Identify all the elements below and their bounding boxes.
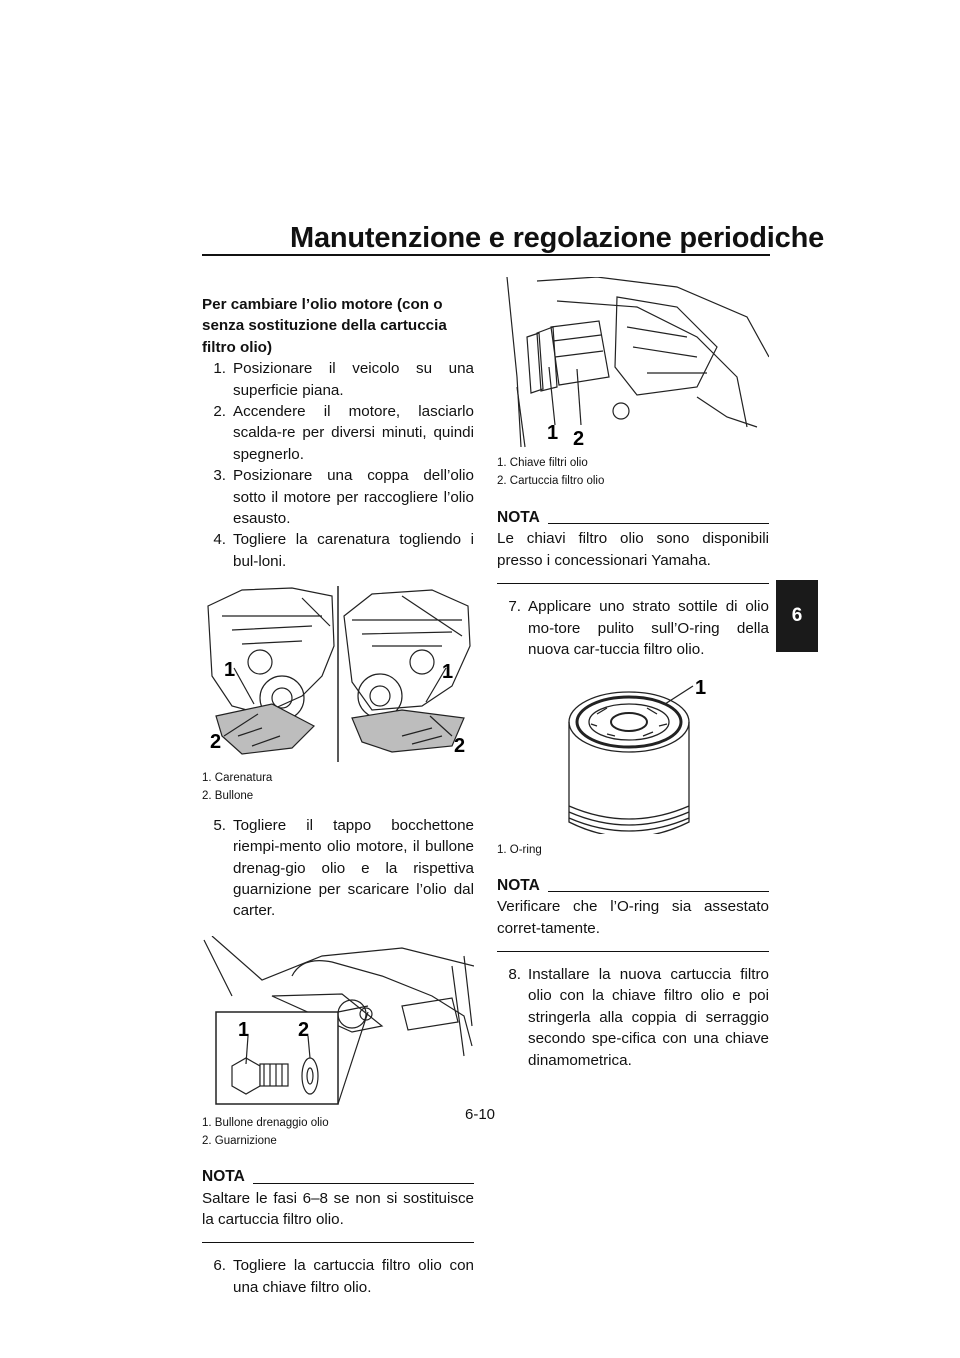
nota-label: NOTA bbox=[202, 1168, 245, 1186]
figure-caption: 1. Carenatura bbox=[202, 771, 273, 784]
step-text: Togliere il tappo bocchettone riempi-mento olio motore, il bullone drenag-gio olio e la rispettiva guarnizione per scaricare l’olio dal carter. bbox=[233, 816, 474, 920]
callout: 1 bbox=[695, 677, 707, 700]
steps-1-4 bbox=[202, 358, 474, 572]
chapter-tab: 6 bbox=[776, 580, 818, 652]
step-number: 4. bbox=[213, 531, 226, 549]
callout: 2 bbox=[454, 735, 466, 758]
step-5 bbox=[202, 815, 474, 922]
step-text: Togliere la cartuccia filtro olio con una chiave filtro olio. bbox=[233, 1257, 474, 1296]
fairing-figure bbox=[202, 586, 474, 804]
step-8 bbox=[497, 964, 769, 1071]
step-number: 2. bbox=[213, 403, 226, 421]
step-3 bbox=[202, 465, 474, 529]
nota-heading bbox=[202, 1166, 474, 1187]
oil-filter-cartridge-illustration bbox=[497, 674, 769, 834]
fairing-illustration bbox=[202, 586, 474, 762]
figure-caption: 2. Bullone bbox=[202, 789, 254, 802]
page-number: 6-10 bbox=[464, 1106, 496, 1123]
nota-label: NOTA bbox=[497, 509, 540, 526]
step-text: Applicare uno strato sottile di olio mo-tore pulito sull’O-ring della nuova car-tuccia filtro olio. bbox=[528, 598, 769, 659]
callout: 1 bbox=[238, 1018, 250, 1041]
nota-heading bbox=[497, 507, 769, 528]
step-text: Accendere il motore, lasciarlo scalda-re per diversi minuti, quindi spegnerlo. bbox=[233, 403, 474, 463]
nota-box-1 bbox=[202, 1166, 474, 1243]
nota-heading bbox=[497, 875, 769, 896]
step-text: Posizionare una coppa dell’olio sotto il motore per raccogliere l’olio esausto. bbox=[233, 467, 474, 528]
step-2 bbox=[202, 401, 474, 465]
step-number: 3. bbox=[213, 467, 226, 485]
step-number: 1. bbox=[213, 360, 226, 378]
step-number: 6. bbox=[213, 1257, 226, 1275]
drain-bolt-figure bbox=[202, 936, 474, 1150]
step-text: Installare la nuova cartuccia filtro olio con la chiave filtro olio e poi stringerla alla coppia di serraggio secondo spe-cifica con una chiave dinamometrica. bbox=[528, 966, 769, 1069]
step-text: Togliere la carenatura togliendo i bul-loni. bbox=[233, 531, 474, 570]
right-column bbox=[497, 507, 769, 1071]
o-ring-figure bbox=[497, 674, 769, 858]
nota-label: NOTA bbox=[497, 876, 540, 894]
step-number: 5. bbox=[213, 816, 226, 834]
figure-caption: 1. Chiave filtri olio bbox=[497, 457, 588, 469]
nota-divider bbox=[497, 583, 769, 584]
nota-text: Verificare che l’O-ring sia assestato corret-tamente. bbox=[497, 898, 769, 937]
figure-caption: 2. Guarnizione bbox=[202, 1135, 277, 1148]
step-7 bbox=[497, 596, 769, 660]
left-column bbox=[202, 294, 474, 1298]
figure-caption: 2. Cartuccia filtro olio bbox=[497, 475, 605, 487]
nota-text: Le chiavi filtro olio sono disponibili presso i concessionari Yamaha. bbox=[497, 530, 769, 569]
page-title: Manutenzione e regolazione periodiche bbox=[290, 222, 825, 254]
callout: 2 bbox=[210, 731, 222, 754]
drain-bolt-illustration bbox=[202, 936, 474, 1108]
title-rule bbox=[202, 254, 770, 256]
figure-caption: 1. O-ring bbox=[497, 843, 542, 856]
callout: 2 bbox=[573, 428, 585, 449]
section-heading: Per cambiare l’olio motore (con o senza sostituzione della cartuccia filtro olio) bbox=[202, 296, 447, 356]
nota-text: Saltare le fasi 6–8 se non si sostituisce la cartuccia filtro olio. bbox=[202, 1189, 474, 1228]
figure-caption: 1. Bullone drenaggio olio bbox=[202, 1117, 329, 1130]
step-text: Posizionare il veicolo su una superficie piana. bbox=[233, 360, 474, 399]
callout: 2 bbox=[298, 1018, 310, 1041]
nota-box-3 bbox=[497, 875, 769, 952]
callout: 1 bbox=[442, 661, 454, 684]
callout: 1 bbox=[224, 659, 236, 682]
oil-filter-wrench-figure bbox=[497, 277, 769, 490]
step-6 bbox=[202, 1255, 474, 1298]
nota-divider bbox=[202, 1242, 474, 1243]
step-number: 8. bbox=[508, 966, 521, 984]
step-1 bbox=[202, 358, 474, 401]
nota-box-2 bbox=[497, 507, 769, 584]
nota-divider bbox=[497, 951, 769, 952]
callout: 1 bbox=[547, 422, 559, 444]
step-number: 7. bbox=[508, 598, 521, 616]
step-4 bbox=[202, 529, 474, 572]
oil-filter-wrench-illustration bbox=[497, 277, 769, 449]
